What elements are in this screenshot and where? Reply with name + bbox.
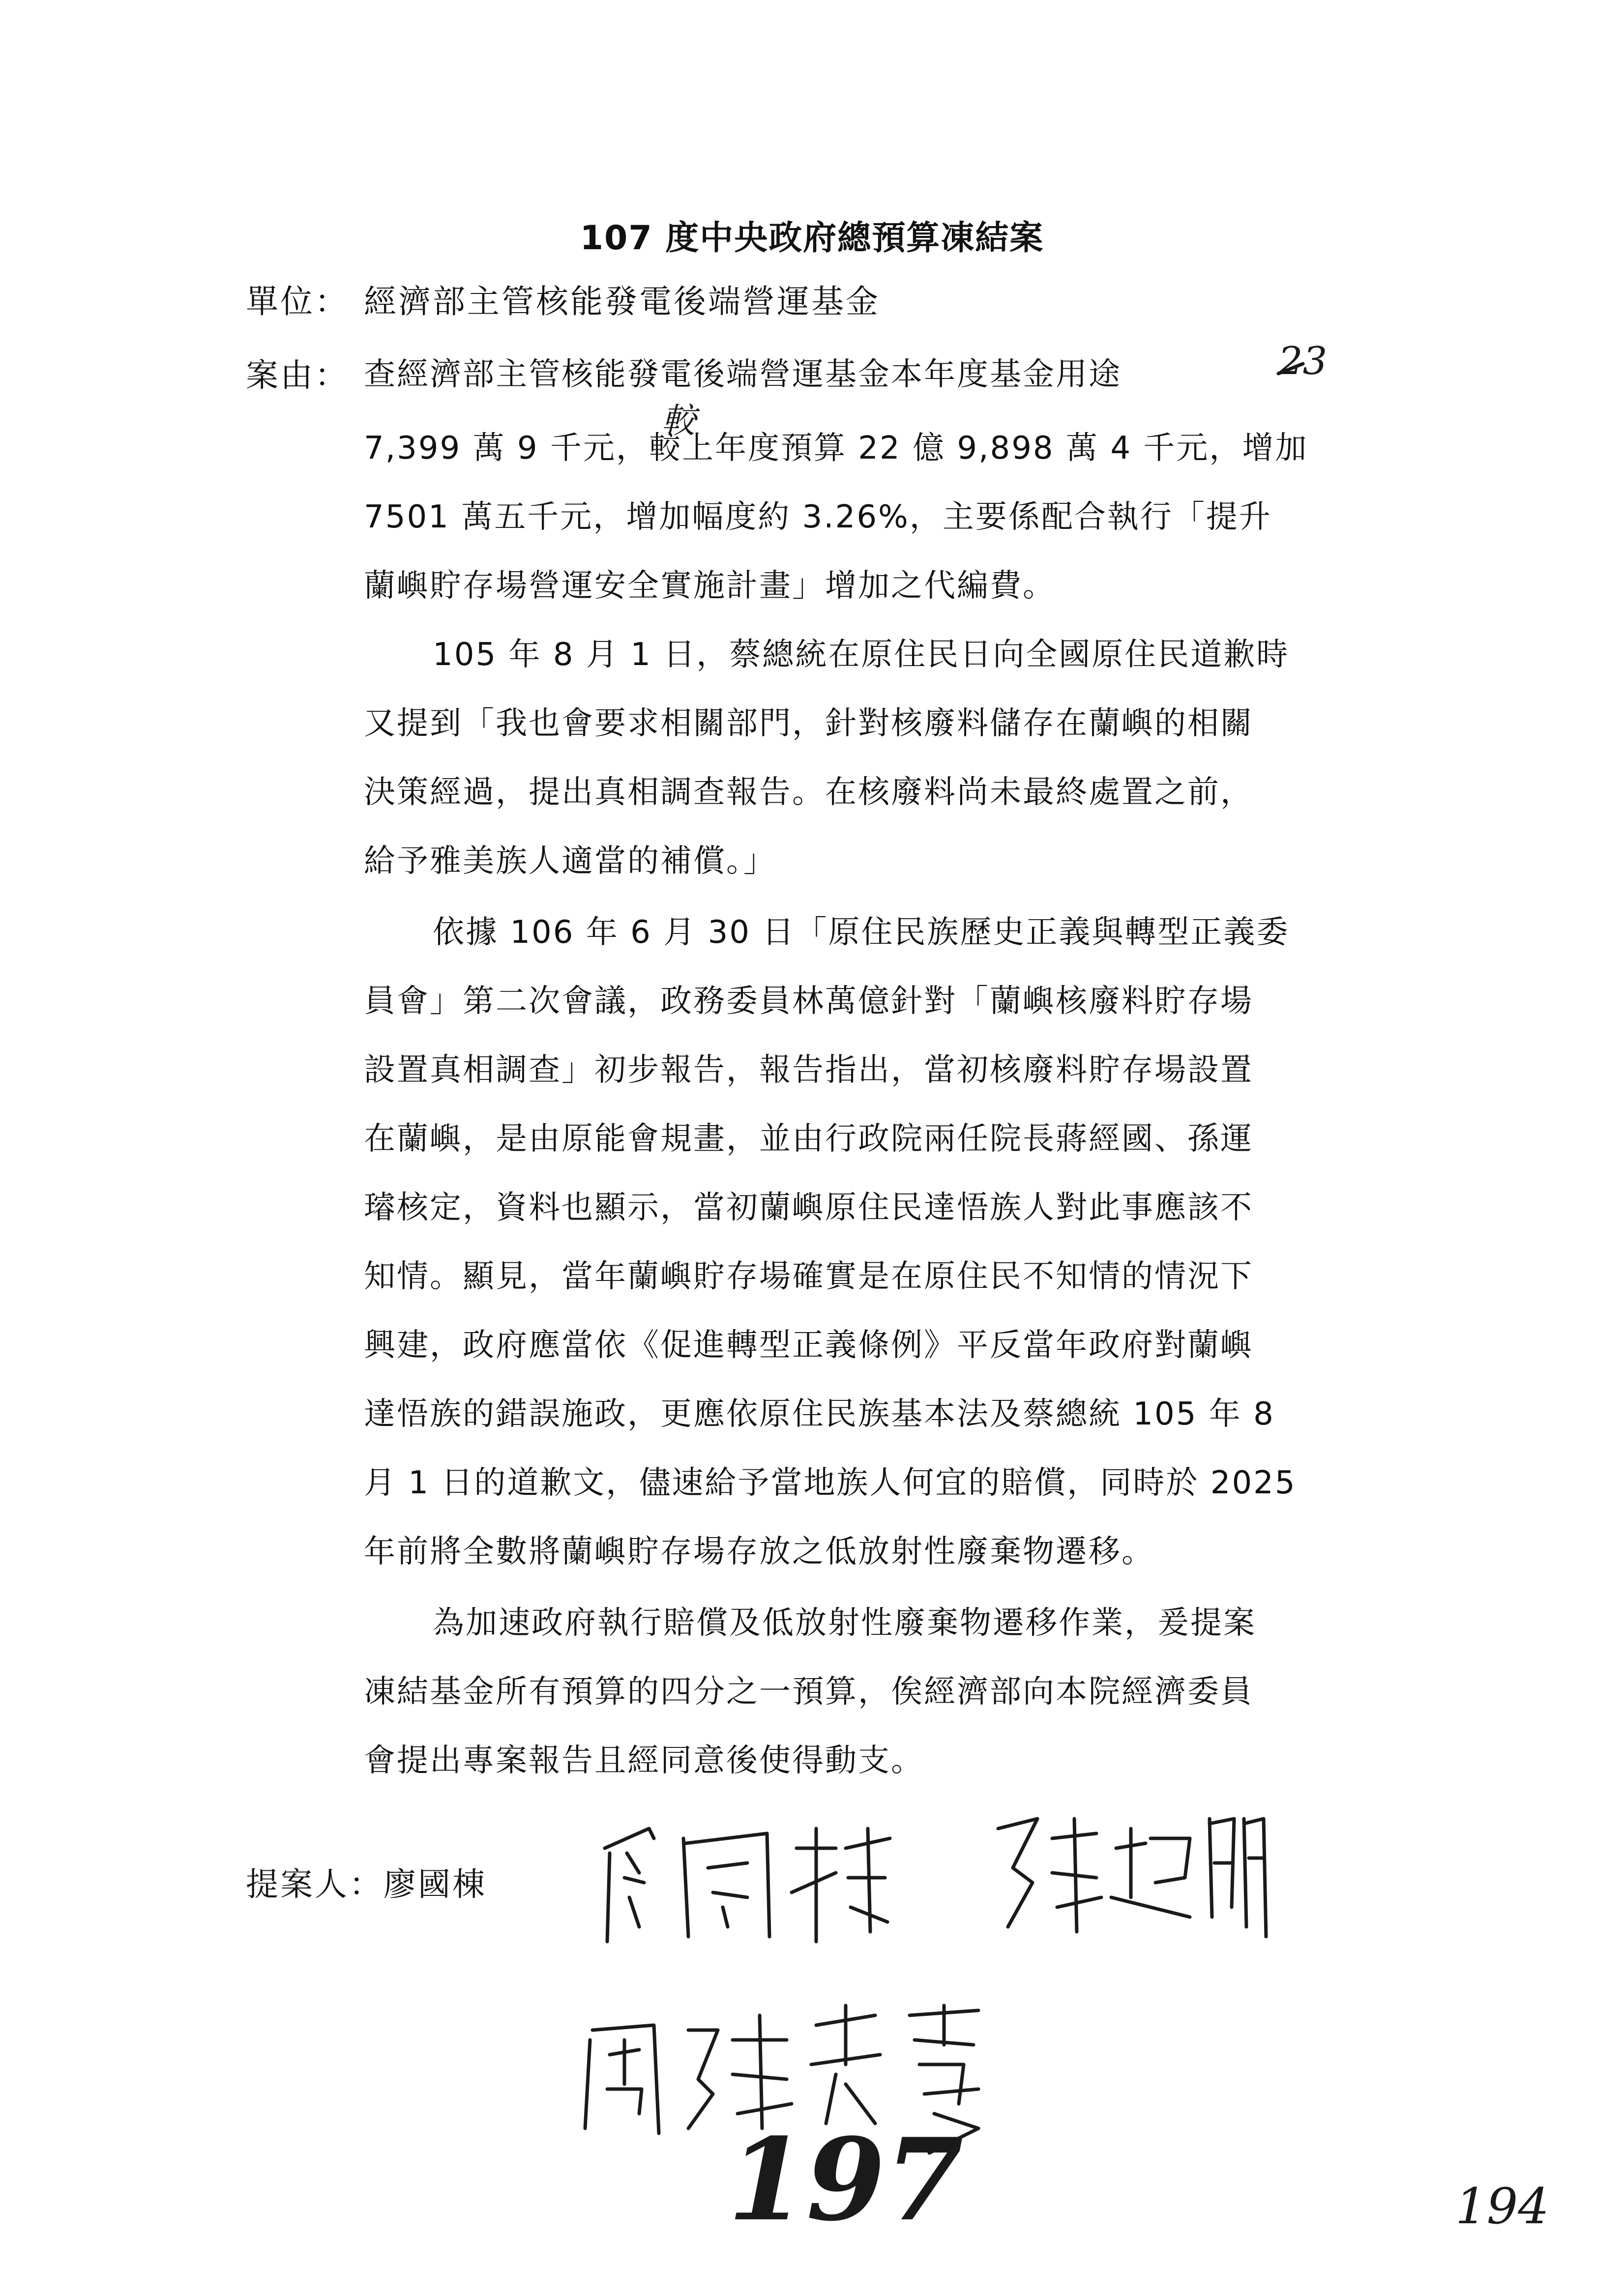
paragraph-line: 凍結基金所有預算的四分之一預算，俟經濟部向本院經濟委員 — [364, 1674, 1253, 1710]
handwritten-correction-char: 較 — [661, 401, 696, 441]
paragraph-line: 興建，政府應當依《促進轉型正義條例》平反當年政府對蘭嶼 — [364, 1327, 1253, 1364]
paragraph-line: 知情。顯見，當年蘭嶼貯存場確實是在原住民不知情的情況下 — [364, 1258, 1253, 1295]
paragraph-line: 105 年 8 月 1 日，蔡總統在原住民日向全國原住民道歉時 — [433, 637, 1290, 673]
paragraph-line: 達悟族的錯誤施政，更應依原住民族基本法及蔡總統 105 年 8 — [364, 1396, 1275, 1432]
handwritten-page-number-large: 197 — [728, 2114, 964, 2246]
paragraph-line: 璿核定，資料也顯示，當初蘭嶼原住民達悟族人對此事應該不 — [364, 1190, 1253, 1226]
handwritten-page-number-small: 194 — [1455, 2178, 1549, 2235]
paragraph-line: 員會」第二次會議，政務委員林萬億針對「蘭嶼核廢料貯存場 — [364, 983, 1253, 1019]
proposer-label: 提案人：廖國棟 — [246, 1865, 487, 1903]
paragraph-line: 月 1 日的道歉文，儘速給予當地族人何宜的賠償，同時於 2025 — [364, 1465, 1297, 1501]
unit-value: 經濟部主管核能發電後端營運基金 — [364, 283, 880, 320]
signature-liao — [605, 1829, 890, 1942]
reason-line: 查經濟部主管核能發電後端營運基金本年度基金用途 — [364, 356, 1122, 393]
paragraph-line: 決策經過，提出真相調查報告。在核廢料尚未最終處置之前， — [364, 774, 1253, 811]
handwritten-amount-correction: 23 — [1278, 339, 1328, 383]
unit-label: 單位： — [246, 283, 349, 320]
paragraph-line: 年前將全數將蘭嶼貯存場存放之低放射性廢棄物遷移。 — [364, 1534, 1154, 1570]
paragraph-line: 設置真相調查」初步報告，報告指出，當初核廢料貯存場設置 — [364, 1052, 1253, 1088]
signature-chen — [998, 1819, 1266, 1937]
paragraph-line: 在蘭嶼，是由原能會規畫，並由行政院兩任院長蔣經國、孫運 — [364, 1121, 1253, 1157]
reason-line: 7,399 萬 9 千元，較上年度預算 22 億 9,898 萬 4 千元，增加 — [364, 430, 1308, 466]
page-title: 107 度中央政府總預算凍結案 — [580, 219, 1044, 258]
paragraph-line: 依據 106 年 6 月 30 日「原住民族歷史正義與轉型正義委 — [433, 914, 1290, 951]
paragraph-line: 為加速政府執行賠償及低放射性廢棄物遷移作業，爰提案 — [433, 1605, 1256, 1641]
paragraph-line: 會提出專案報告且經同意後使得動支。 — [364, 1743, 924, 1779]
arrow-mark — [1278, 364, 1303, 374]
reason-line: 7501 萬五千元，增加幅度約 3.26%，主要係配合執行「提升 — [364, 499, 1272, 535]
reason-label: 案由： — [246, 356, 349, 394]
paragraph-line: 又提到「我也會要求相關部門，針對核廢料儲存在蘭嶼的相關 — [364, 705, 1253, 742]
reason-line: 蘭嶼貯存場營運安全實施計畫」增加之代編費。 — [364, 568, 1056, 604]
paragraph-line: 給予雅美族人適當的補償。」 — [364, 843, 776, 879]
signature-zhou — [585, 2005, 978, 2153]
